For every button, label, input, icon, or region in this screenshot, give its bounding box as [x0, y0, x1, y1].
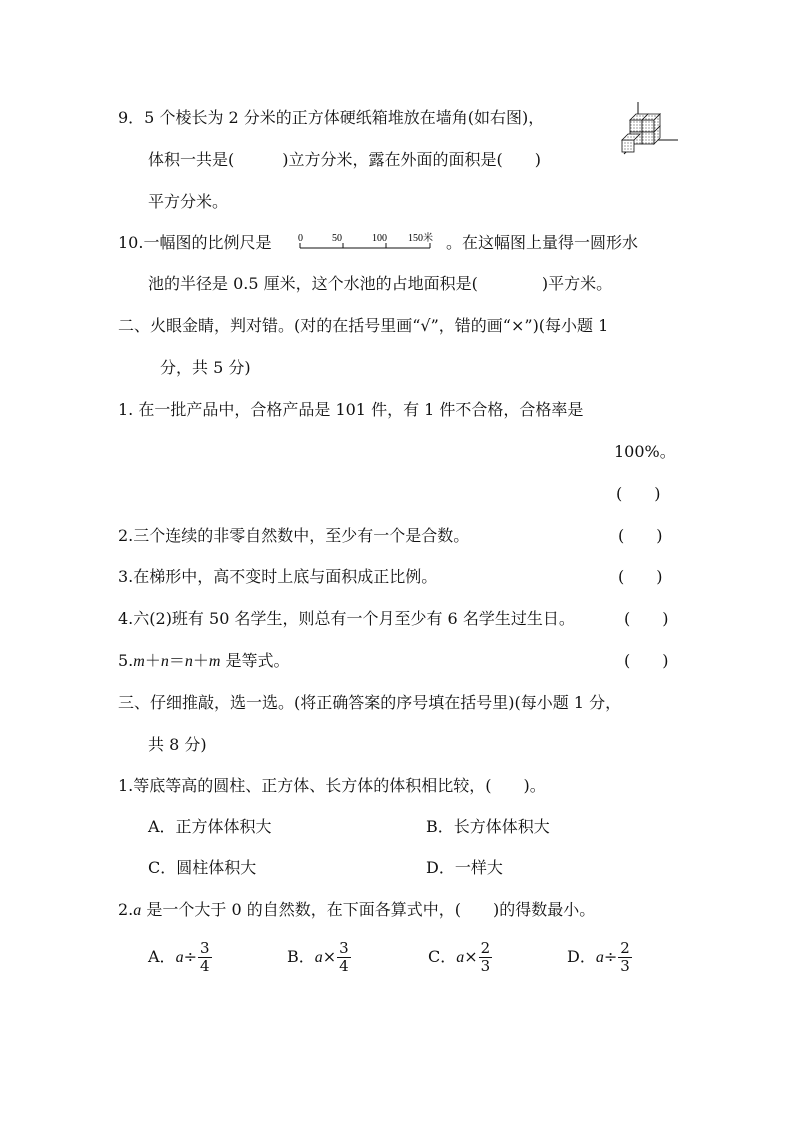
s2-item5-suffix: 是等式。 — [220, 651, 290, 670]
option-var: a — [175, 949, 184, 966]
stacked-cubes-figure — [618, 100, 680, 158]
var-m2: m — [208, 653, 221, 670]
s2-item1-bracket[interactable]: ( ) — [616, 484, 661, 503]
option-label: A． — [148, 947, 176, 966]
scale-label-50: 50 — [332, 233, 342, 244]
fraction-denominator: 3 — [480, 957, 491, 975]
s3-q1-option-c[interactable]: C．圆柱体积大 — [148, 858, 257, 877]
s2-item4-text: 4.六(2)班有 50 名学生，则总有一个月至少有 6 名学生过生日。 — [118, 609, 575, 628]
scale-label-100: 100 — [372, 233, 387, 244]
s3-q1-option-d[interactable]: D．一样大 — [426, 858, 503, 877]
section3-heading-line1: 三、仔细推敲，选一选。(将正确答案的序号填在括号里)(每小题 1 分， — [118, 693, 622, 712]
s2-item5-prefix: 5. — [118, 651, 134, 670]
fraction-denominator: 4 — [199, 957, 210, 975]
fraction-numerator: 2 — [480, 939, 491, 957]
fraction-denominator: 3 — [620, 957, 630, 975]
fraction — [198, 940, 212, 975]
s3-q1-option-a[interactable]: A．正方体体积大 — [148, 817, 272, 836]
option-label: D． — [567, 947, 596, 966]
q10-line2: 池的半径是 0.5 厘米，这个水池的占地面积是( )平方米。 — [148, 274, 613, 293]
q9-line3: 平方分米。 — [148, 192, 229, 211]
option-label: B． — [287, 947, 315, 966]
fraction-numerator: 2 — [620, 939, 630, 957]
scale-bar — [294, 232, 444, 254]
s2-item5-bracket[interactable]: ( ) — [624, 651, 669, 670]
s3-q1-text: 1.等底等高的圆柱、正方体、长方体的体积相比较，( )。 — [118, 776, 546, 795]
s2-item1-line2: 100%。 — [614, 442, 676, 461]
s3-q2-option-b[interactable] — [287, 940, 351, 975]
section2-heading-line1: 二、火眼金睛，判对错。(对的在括号里画“√”，错的画“×”)(每小题 1 — [118, 316, 609, 335]
option-var: a — [595, 949, 604, 966]
var-m: m — [133, 653, 145, 670]
s2-item3-text: 3.在梯形中，高不变时上底与面积成正比例。 — [118, 567, 438, 586]
fraction — [479, 940, 493, 975]
var-n2: n — [184, 653, 193, 670]
section2-heading-line2: 分，共 5 分) — [160, 358, 251, 377]
s2-item2-bracket[interactable]: ( ) — [618, 526, 663, 545]
fraction-denominator: 4 — [339, 957, 349, 975]
section3-heading-line2: 共 8 分) — [148, 735, 207, 754]
s3-q2-option-a[interactable] — [148, 940, 212, 975]
scale-label-0: 0 — [298, 233, 303, 244]
plus-sign: ＋ — [144, 651, 161, 670]
s3-q2-prefix: 2. — [118, 900, 134, 919]
q9-line1: 9．5 个棱长为 2 分米的正方体硬纸箱堆放在墙角(如右图)， — [118, 108, 545, 127]
s2-item2-text: 2.三个连续的非零自然数中，至少有一个是合数。 — [118, 526, 470, 545]
q10-suffix: 。在这幅图上量得一圆形水 — [446, 233, 639, 252]
option-var: a — [314, 949, 323, 966]
equals-sign: ＝ — [168, 651, 185, 670]
s3-q1-option-b[interactable]: B．长方体体积大 — [426, 817, 550, 836]
option-op: × — [464, 947, 478, 966]
option-label: C． — [428, 947, 457, 966]
option-op: × — [322, 947, 337, 966]
fraction — [618, 940, 632, 975]
s2-item3-bracket[interactable]: ( ) — [618, 567, 663, 586]
s2-item5-text — [118, 651, 290, 672]
var-a: a — [133, 902, 142, 919]
fraction-numerator: 3 — [339, 939, 349, 957]
fraction-numerator: 3 — [199, 939, 210, 957]
s3-q2-option-c[interactable] — [428, 940, 492, 975]
s2-item4-bracket[interactable]: ( ) — [624, 609, 669, 628]
s3-q2-text — [118, 900, 595, 921]
s2-item1-line1: 1. 在一批产品中，合格产品是 101 件，有 1 件不合格，合格率是 — [118, 400, 584, 419]
option-op: ÷ — [183, 947, 197, 966]
var-n: n — [160, 653, 169, 670]
option-var: a — [456, 949, 465, 966]
scale-label-150: 150米 — [408, 233, 433, 244]
q10-prefix: 10.一幅图的比例尺是 — [118, 233, 272, 252]
fraction — [337, 940, 351, 975]
option-op: ÷ — [603, 947, 618, 966]
s3-q2-body: 是一个大于 0 的自然数，在下面各算式中，( )的得数最小。 — [141, 900, 596, 919]
s3-q2-option-d[interactable] — [567, 940, 632, 975]
plus-sign-2: ＋ — [192, 651, 209, 670]
q9-line2: 体积一共是( )立方分米，露在外面的面积是( ) — [148, 150, 541, 169]
